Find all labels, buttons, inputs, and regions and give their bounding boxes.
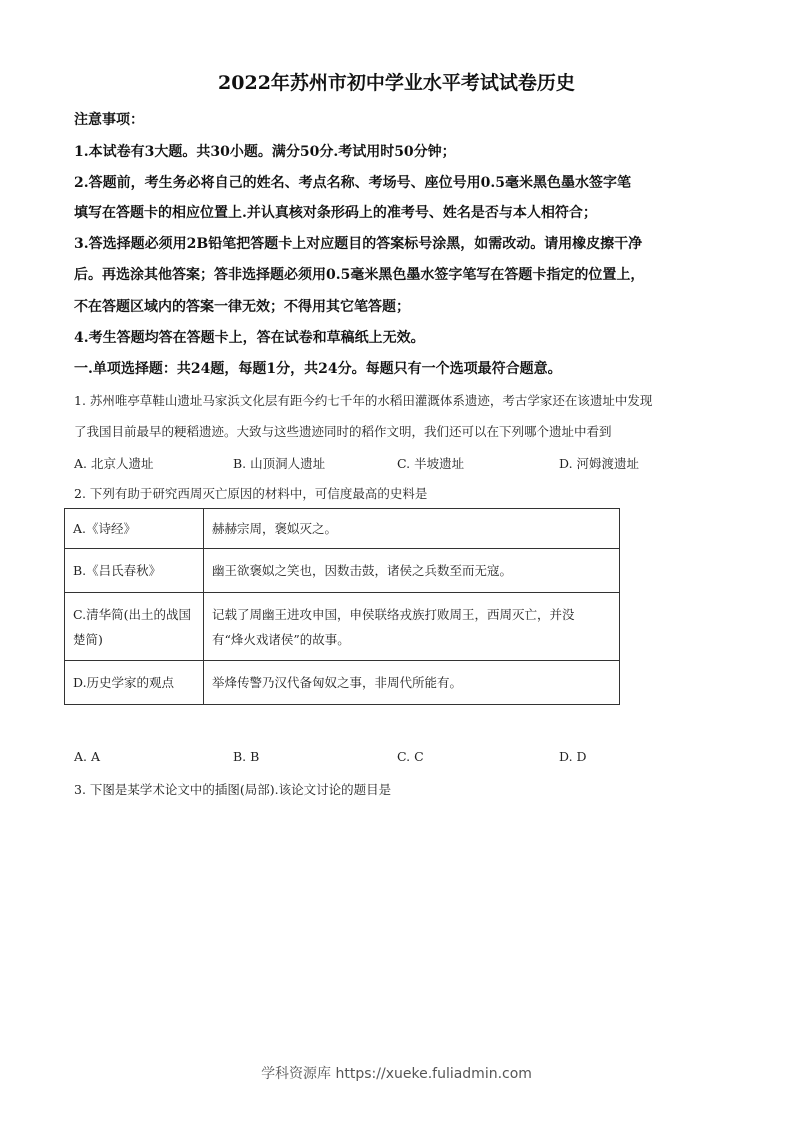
note-line: 不在答题区域内的答案一律无效；不得用其它笔答题； bbox=[74, 299, 410, 315]
question-2-stem: 2. 下列有助于研究西周灭亡原因的材料中，可信度最高的史料是 bbox=[74, 486, 428, 501]
source-table bbox=[64, 508, 620, 705]
source-cell: A.《诗经》 bbox=[65, 509, 204, 549]
section-heading: 一.单项选择题：共24题，每题1分，共24分。每题只有一个选项最符合题意。 bbox=[74, 361, 562, 377]
question-2-option-c[interactable]: C. C bbox=[397, 749, 424, 764]
question-1-option-d[interactable]: D. 河姆渡遗址 bbox=[559, 456, 640, 471]
page-title: 2022年苏州市初中学业水平考试试卷历史 bbox=[218, 72, 575, 94]
question-1-option-b[interactable]: B. 山顶洞人遗址 bbox=[233, 456, 326, 471]
question-1-option-c[interactable]: C. 半坡遗址 bbox=[397, 456, 465, 471]
content-cell: 举烽传警乃汉代备匈奴之事，非周代所能有。 bbox=[204, 661, 620, 705]
source-cell: D.历史学家的观点 bbox=[65, 661, 204, 705]
question-2-option-b[interactable]: B. B bbox=[233, 749, 260, 764]
note-line: 1.本试卷有3大题。共30小题。满分50分.考试用时50分钟； bbox=[74, 144, 456, 160]
note-line: 2.答题前，考生务必将自己的姓名、考点名称、考场号、座位号用0.5毫米黑色墨水签字笔 bbox=[74, 175, 631, 191]
source-cell: B.《吕氏春秋》 bbox=[65, 549, 204, 593]
table-row bbox=[65, 549, 620, 593]
question-3-stem: 3. 下图是某学术论文中的插图(局部).该论文讨论的题目是 bbox=[74, 782, 392, 797]
question-2-option-a[interactable]: A. A bbox=[74, 749, 101, 764]
note-line: 后。再选涂其他答案；答非选择题必须用0.5毫米黑色墨水签字笔写在答题卡指定的位置上， bbox=[74, 267, 645, 283]
note-line: 填写在答题卡的相应位置上.并认真核对条形码上的准考号、姓名是否与本人相符合； bbox=[74, 205, 597, 221]
content-line: 有“烽火戏诸侯”的故事。 bbox=[212, 631, 350, 647]
note-line: 4.考生答题均答在答题卡上，答在试卷和草稿纸上无效。 bbox=[74, 330, 425, 346]
content-cell: 赫赫宗周，褒姒灭之。 bbox=[204, 509, 620, 549]
question-1-option-a[interactable]: A. 北京人遗址 bbox=[74, 456, 154, 471]
table-row bbox=[65, 593, 620, 661]
footer-watermark: 学科资源库 https://xueke.fuliadmin.com bbox=[261, 1066, 532, 1082]
table-row bbox=[65, 509, 620, 549]
question-1-stem-cont: 了我国目前最早的粳稻遗迹。大致与这些遗迹同时的稻作文明，我们还可以在下列哪个遗址中看到 bbox=[74, 424, 612, 439]
notes-heading: 注意事项： bbox=[74, 112, 144, 128]
question-2-option-d[interactable]: D. D bbox=[559, 749, 587, 764]
content-cell: 幽王欲褒姒之笑也，因数击鼓，诸侯之兵数至而无寇。 bbox=[204, 549, 620, 593]
content-cell bbox=[204, 593, 620, 661]
question-1-stem: 1. 苏州唯亭草鞋山遗址马家浜文化层有距今约七千年的水稻田灌溉体系遗迹，考古学家还在该遗址中发现 bbox=[74, 393, 653, 408]
table-row bbox=[65, 661, 620, 705]
source-cell: C.清华简(出土的战国楚简) bbox=[65, 593, 204, 661]
content-line: 记载了周幽王进攻申国，申侯联络戎族打败周王，西周灭亡，并没 bbox=[212, 606, 575, 622]
note-line: 3.答选择题必须用2B铅笔把答题卡上对应题目的答案标号涂黑，如需改动。请用橡皮擦干净 bbox=[74, 236, 643, 252]
